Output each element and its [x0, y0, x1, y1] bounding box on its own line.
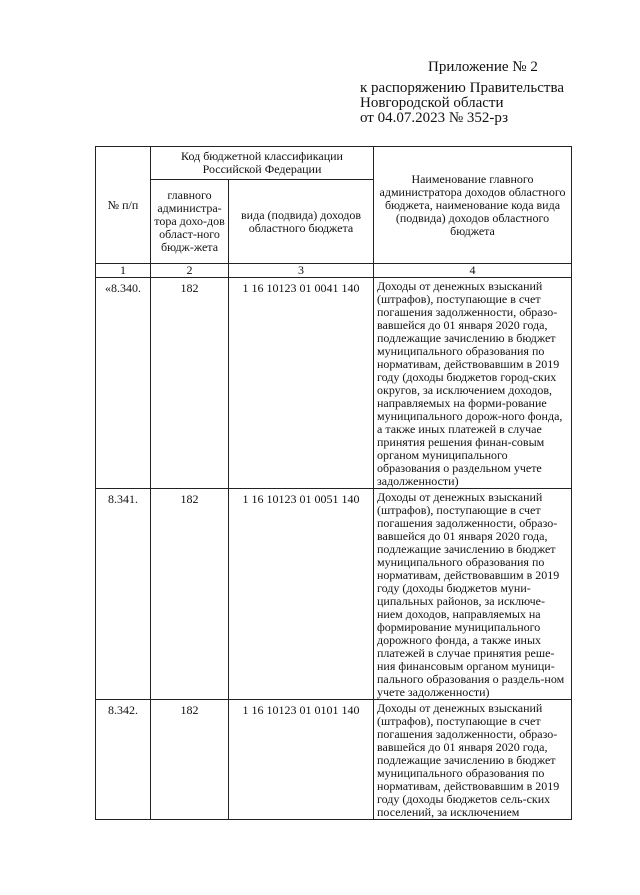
row-number: 8.342. — [96, 700, 151, 820]
table-row — [96, 489, 572, 700]
row-income-name: Доходы от денежных взысканий (штрафов), поступающие в счет погашения задолженности, образо-вавшейся до 01 января 2020 года, подлежащие зачислению в бюджет муниципального образования по нормативам, действовавшим в 2019 году (доходы бюджетов муни-ципальных районов, за исключе-нием доходов, направляемых на формирование муниципального дорожного фонда, а также иных платежей в случае принятия реше-ния финансовым органом муници-пального образования о раздель-ном учете задолженности) — [374, 489, 572, 700]
row-number: 8.341. — [96, 489, 151, 700]
header-line-1: к распоряжению Правительства — [360, 80, 565, 96]
row-admin-code: 182 — [151, 700, 229, 820]
header-admin-code: главного администра-тора дохо-дов област-ного бюдж-жета — [151, 180, 229, 264]
header-kind-code: вида (подвида) доходов областного бюджета — [229, 180, 374, 264]
row-income-code: 1 16 10123 01 0041 140 — [229, 278, 374, 489]
row-number: «8.340. — [96, 278, 151, 489]
header-line-2: Новгородской области — [360, 95, 504, 111]
column-number: 2 — [151, 264, 229, 278]
row-admin-code: 182 — [151, 278, 229, 489]
row-income-name: Доходы от денежных взысканий (штрафов), поступающие в счет погашения задолженности, образо-вавшейся до 01 января 2020 года, подлежащие зачислению в бюджет муниципального образования по нормативам, действовавшим в 2019 году (доходы бюджетов город-ских округов, за исключением доходов, направляемых на форми-рование муниципального дорож-ного фонда, а также иных платежей в случае принятия решения финан-совым органом муниципального образования о раздельном учете задолженности) — [374, 278, 572, 489]
header-name: Наименование главного администратора доходов областного бюджета, наименование кода вида (подвида) доходов областного бюджета — [374, 147, 572, 264]
row-income-name: Доходы от денежных взысканий (штрафов), поступающие в счет погашения задолженности, образо-вавшейся до 01 января 2020 года, подлежащие зачислению в бюджет муниципального образования по нормативам, действовавшим в 2019 году (доходы бюджетов сель-ских поселений, за исключением — [374, 700, 572, 820]
header-line-3: от 04.07.2023 № 352-рз — [360, 110, 509, 126]
appendix-title: Приложение № 2 — [428, 59, 538, 75]
row-admin-code: 182 — [151, 489, 229, 700]
column-number: 4 — [374, 264, 572, 278]
row-income-code: 1 16 10123 01 0051 140 — [229, 489, 374, 700]
row-income-code: 1 16 10123 01 0101 140 — [229, 700, 374, 820]
document-header — [360, 60, 620, 126]
column-number: 1 — [96, 264, 151, 278]
budget-classification-table — [95, 146, 572, 820]
column-number-row — [96, 264, 572, 278]
table-row — [96, 278, 572, 489]
column-number: 3 — [229, 264, 374, 278]
header-code-group: Код бюджетной классификации Российской Федерации — [151, 147, 374, 180]
table-row — [96, 700, 572, 820]
header-number: № п/п — [96, 147, 151, 264]
